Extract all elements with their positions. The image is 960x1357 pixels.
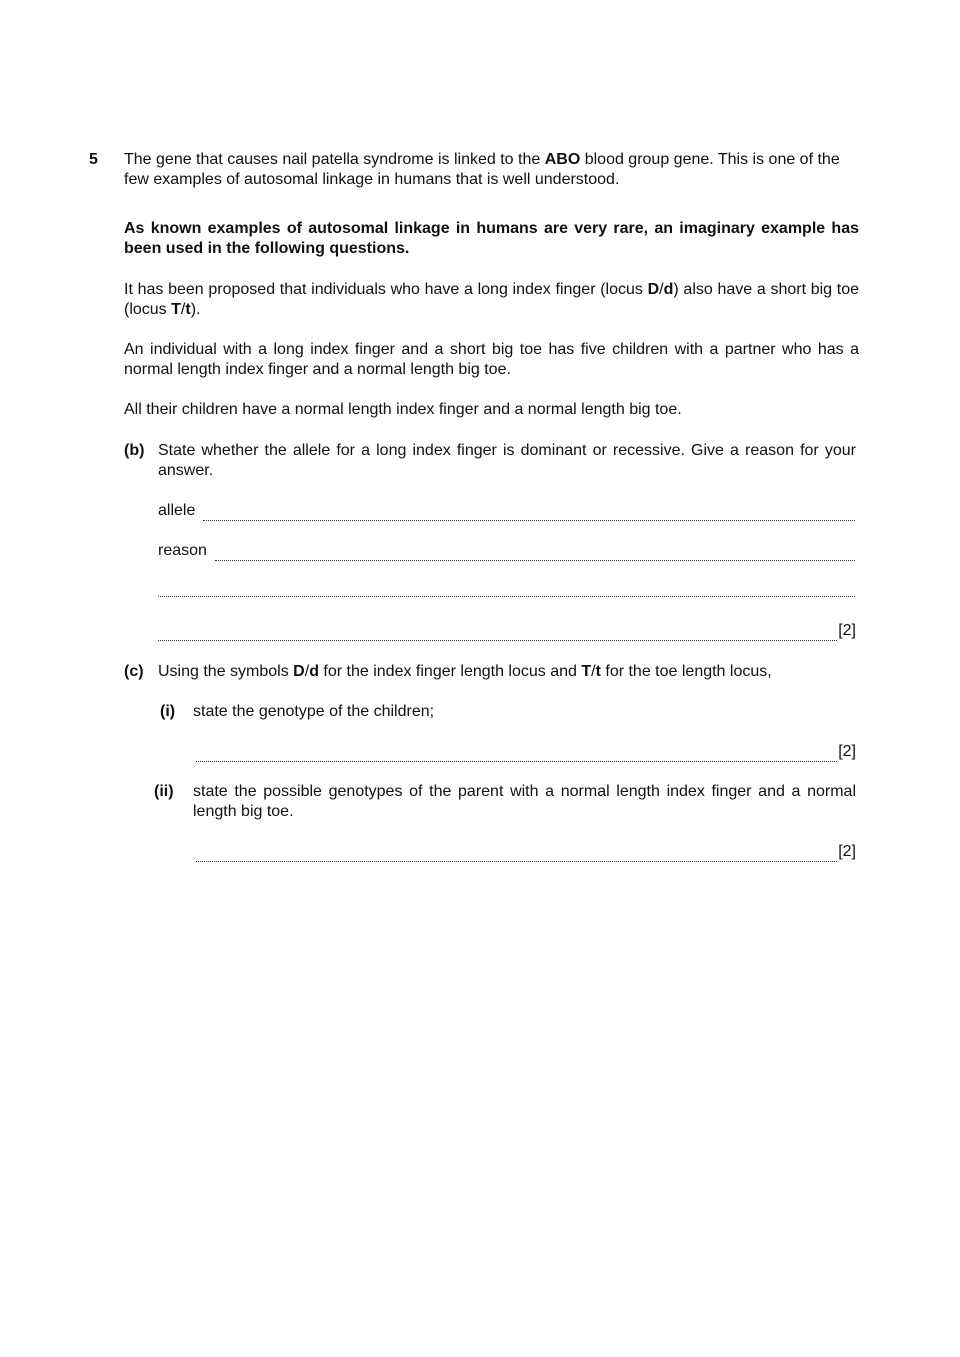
part-c-i-marks: [2]: [838, 743, 856, 760]
part-c-ii-text: state the possible genotypes of the parent with a normal length index finger and a normal length big toe.: [193, 783, 856, 820]
reason-label: reason: [158, 542, 207, 559]
reason-answer-line-2[interactable]: [158, 581, 855, 597]
part-c-i-label: (i): [160, 703, 176, 720]
part-b-marks: [2]: [838, 622, 856, 639]
proposal-slash-2: /: [180, 301, 186, 318]
proposal-text-2: ) also have a short big toe (locus: [124, 281, 859, 318]
part-c-slash-1: /: [304, 663, 310, 680]
part-c-slash-2: /: [591, 663, 596, 680]
part-c-i-dotted-line[interactable]: [196, 746, 837, 762]
part-c-ii-answer-line[interactable]: [196, 842, 856, 862]
part-c-ii-marks: [2]: [838, 843, 856, 860]
reason-dotted-line[interactable]: [215, 545, 855, 561]
question-number: 5: [89, 151, 98, 168]
intro-abo: ABO: [544, 151, 581, 168]
allele-answer-line[interactable]: [158, 501, 855, 521]
part-c-ii-dotted-line[interactable]: [196, 846, 837, 862]
part-c-T: T: [581, 663, 592, 680]
part-c-text-1: Using the symbols: [158, 663, 294, 680]
reason-dotted-line-2[interactable]: [158, 581, 855, 597]
reason-answer-line-3[interactable]: [158, 621, 856, 641]
part-c-i-text: state the genotype of the children;: [193, 703, 435, 720]
allele-label: allele: [158, 502, 196, 519]
part-c-ii-label: (ii): [154, 783, 174, 800]
part-c-text-2: for the index finger length locus and: [318, 663, 582, 680]
intro-text-2: blood group gene. This is one of the few examples of autosomal linkage in humans that is well understood.: [124, 151, 840, 188]
part-c-D: D: [293, 663, 305, 680]
individual-paragraph: An individual with a long index finger and a short big toe has five children with a partner who has a normal length index finger and a normal length big toe.: [124, 341, 859, 378]
proposal-D: D: [647, 281, 660, 298]
part-c-t: t: [595, 663, 601, 680]
part-b-label: (b): [124, 442, 145, 459]
proposal-text-3: ).: [190, 301, 201, 318]
intro-text-1: The gene that causes nail patella syndrome is linked to the: [124, 151, 545, 168]
intro-paragraph: [124, 150, 859, 190]
part-c-text: [158, 662, 858, 682]
reason-answer-line[interactable]: [158, 541, 855, 561]
proposal-t: t: [185, 301, 191, 318]
bold-note: As known examples of autosomal linkage in humans are very rare, an imaginary example has been used in the following questions.: [124, 220, 859, 257]
proposal-d: d: [663, 281, 674, 298]
children-paragraph: All their children have a normal length index finger and a normal length big toe.: [124, 401, 682, 418]
part-c-text-3: for the toe length locus,: [600, 663, 772, 680]
part-c-d: d: [309, 663, 319, 680]
part-c-i-answer-line[interactable]: [196, 742, 856, 762]
proposal-text-1: It has been proposed that individuals who have a long index finger (locus: [124, 281, 648, 298]
proposal-paragraph: [124, 280, 859, 320]
proposal-T: T: [171, 301, 181, 318]
proposal-slash-1: /: [659, 281, 664, 298]
reason-dotted-line-3[interactable]: [158, 625, 837, 641]
part-c-label: (c): [124, 663, 144, 680]
allele-dotted-line[interactable]: [203, 505, 855, 521]
part-b-text: State whether the allele for a long index finger is dominant or recessive. Give a reason for your answer.: [158, 442, 856, 479]
